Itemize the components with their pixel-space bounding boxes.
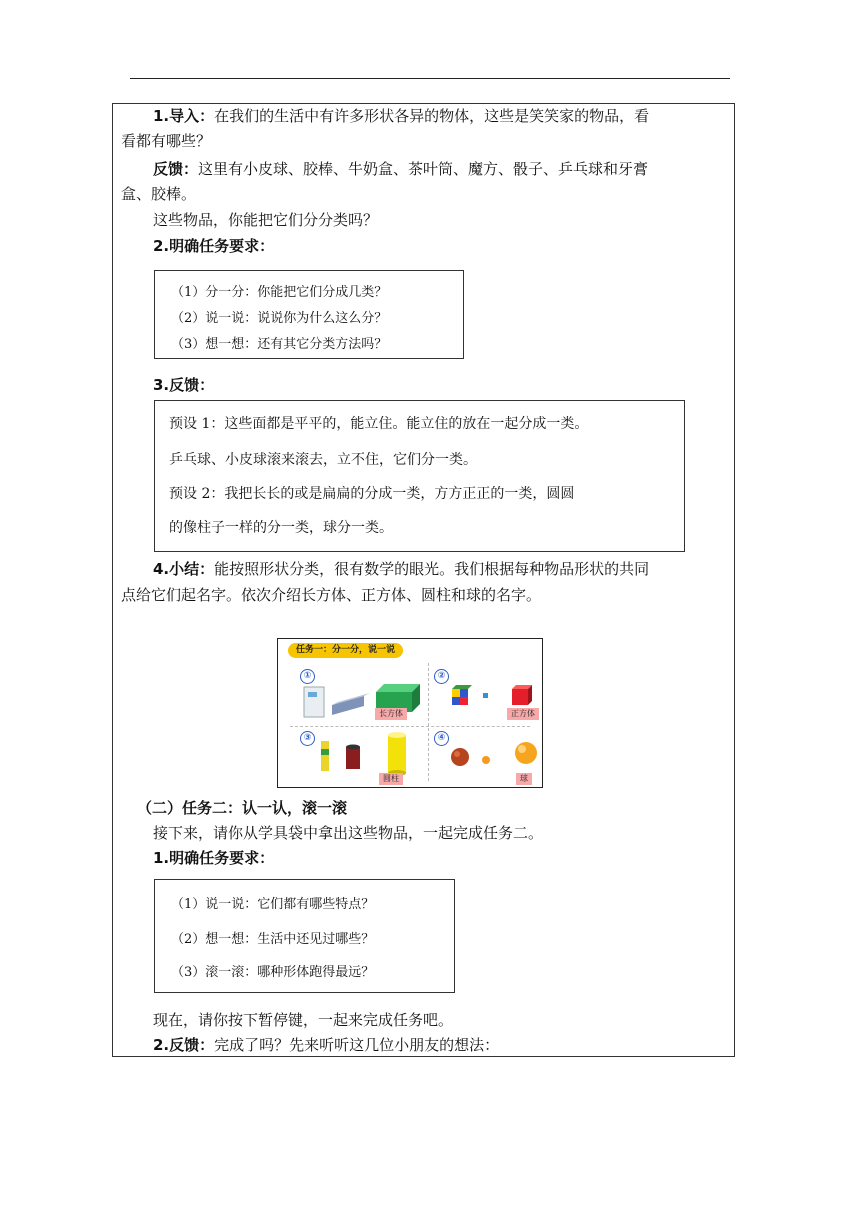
preset-line: 乒乓球、小皮球滚来滚去，立不住，它们分一类。 xyxy=(169,452,477,468)
number-2-icon: ② xyxy=(434,669,449,684)
label-cube: 正方体 xyxy=(507,708,539,720)
task-box-2 xyxy=(154,879,455,993)
intro-paragraph-cont: 看都有哪些？ xyxy=(121,132,212,150)
task-banner: 任务一：分一分，说一说 xyxy=(288,643,403,658)
summary-paragraph xyxy=(121,557,727,582)
feedback-paragraph-cont: 盒、胶棒。 xyxy=(121,185,197,203)
sphere-objects-icon xyxy=(450,739,543,771)
section2-task-heading-text: 1.明确任务要求： xyxy=(153,849,275,867)
figure-divider xyxy=(428,663,429,781)
task-heading xyxy=(121,234,727,259)
task-item: （3）想一想：还有其它分类方法吗？ xyxy=(171,337,388,352)
section2-feedback xyxy=(121,1033,727,1058)
header-rule xyxy=(130,78,730,79)
task-item: （1）分一分：你能把它们分成几类？ xyxy=(171,285,388,300)
preset-box xyxy=(154,400,685,552)
preset-line: 预设 2：我把长长的或是扁扁的分成一类，方方正正的一类，圆圆 xyxy=(169,486,575,502)
number-3-icon: ③ xyxy=(300,731,315,746)
task-item: （3）滚一滚：哪种形体跑得最远？ xyxy=(171,965,375,980)
summary-text: 能按照形状分类，很有数学的眼光。我们根据每种物品形状的共同 xyxy=(214,560,650,578)
task-item: （1）说一说：它们都有哪些特点？ xyxy=(171,897,375,912)
section2-heading xyxy=(121,796,743,821)
section2-feedback-text: 完成了吗？先来听听这几位小朋友的想法： xyxy=(214,1036,500,1054)
intro-paragraph xyxy=(121,104,727,129)
section2-intro: 接下来，请你从学具袋中拿出这些物品，一起完成任务二。 xyxy=(153,824,544,842)
section2-heading-text: （二）任务二：认一认，滚一滚 xyxy=(137,799,348,817)
feedback-text: 这里有小皮球、胶棒、牛奶盒、茶叶筒、魔方、骰子、乒乓球和牙膏 xyxy=(198,160,649,178)
preset-line: 的像柱子一样的分一类，球分一类。 xyxy=(169,520,393,536)
cylinder-objects-icon xyxy=(318,731,418,777)
task-item: （2）说一说：说说你为什么这么分？ xyxy=(171,311,388,326)
intro-label: 1.导入： xyxy=(153,107,215,125)
number-4-icon: ④ xyxy=(434,731,449,746)
cuboid-objects-icon xyxy=(302,679,427,723)
summary-label: 4.小结： xyxy=(153,560,215,578)
feedback3-heading xyxy=(121,373,727,398)
section2-feedback-label: 2.反馈： xyxy=(153,1036,215,1054)
pause-instruction: 现在，请你按下暂停键，一起来完成任务吧。 xyxy=(153,1011,454,1029)
task-heading-text: 2.明确任务要求： xyxy=(153,237,275,255)
label-cuboid: 长方体 xyxy=(375,708,407,720)
figure-divider xyxy=(290,726,530,727)
preset-line: 预设 1：这些面都是平平的，能立住。能立住的放在一起分成一类。 xyxy=(169,416,589,432)
feedback-paragraph xyxy=(121,157,727,182)
shape-classification-figure xyxy=(277,638,543,788)
task-box-1 xyxy=(154,270,464,359)
intro-text: 在我们的生活中有许多形状各异的物体，这些是笑笑家的物品，看 xyxy=(214,107,650,125)
classify-question: 这些物品，你能把它们分分类吗？ xyxy=(153,211,379,229)
task-item: （2）想一想：生活中还见过哪些？ xyxy=(171,932,375,947)
section2-task-heading xyxy=(121,846,727,871)
summary-paragraph-cont: 点给它们起名字。依次介绍长方体、正方体、圆柱和球的名字。 xyxy=(121,586,542,604)
feedback3-heading-text: 3.反馈： xyxy=(153,376,215,394)
feedback-label: 反馈： xyxy=(153,160,199,178)
label-sphere: 球 xyxy=(516,773,532,785)
label-cylinder: 圆柱 xyxy=(379,773,403,785)
cube-objects-icon xyxy=(450,683,540,711)
number-1-icon: ① xyxy=(300,669,315,684)
